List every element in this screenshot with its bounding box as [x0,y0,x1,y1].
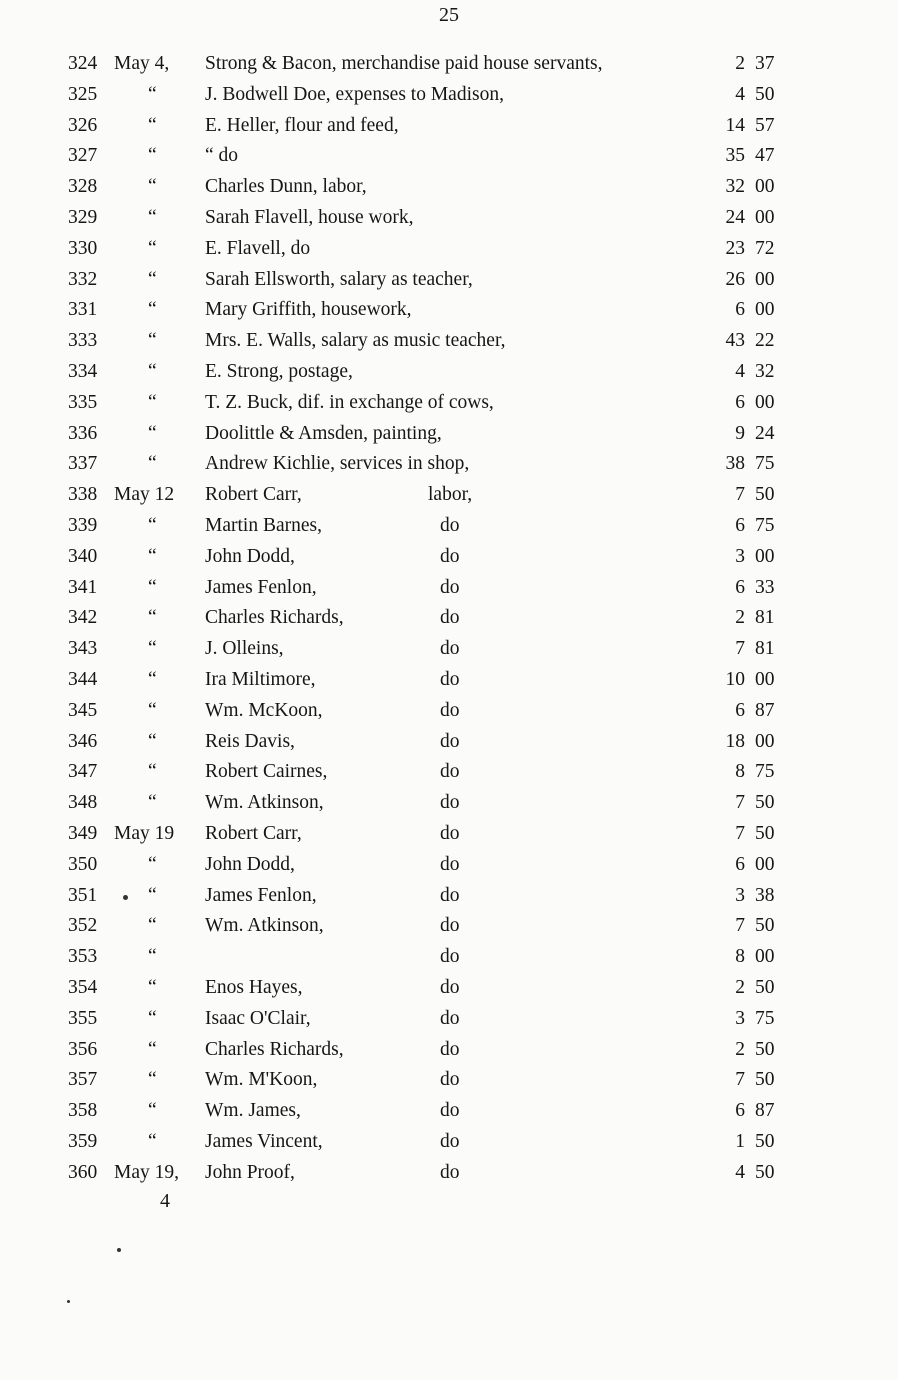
entry-cents: 00 [755,206,775,228]
ledger-row [0,1127,898,1158]
entry-date: “ [148,360,157,382]
entry-number: 354 [68,976,98,998]
entry-number: 344 [68,668,98,690]
entry-payee: Reis Davis, [205,730,295,752]
page-number: 25 [439,4,459,26]
entry-number: 357 [68,1069,98,1091]
ledger-row [0,757,898,788]
ledger-row [0,542,898,573]
print-speck [67,1300,70,1303]
ledger-row [0,881,898,912]
entry-payee: Mary Griffith, housework, [205,299,412,321]
entry-cents: 75 [755,1007,775,1029]
entry-dollars: 6 [735,391,745,413]
entry-date: “ [148,730,157,752]
entry-cents: 32 [755,360,775,382]
entry-date: May 19, [114,1161,179,1183]
entry-date: “ [148,268,157,290]
entry-number: 355 [68,1007,98,1029]
entry-cents: 50 [755,792,775,814]
entry-dollars: 8 [735,761,745,783]
entry-number: 341 [68,576,98,598]
entry-dollars: 7 [735,1069,745,1091]
entry-number: 336 [68,422,98,444]
entry-dollars: 2 [735,607,745,629]
entry-dollars: 3 [735,545,745,567]
entry-number: 356 [68,1038,98,1060]
entry-number: 324 [68,53,98,74]
entry-date: “ [148,699,157,721]
entry-cents: 72 [755,237,775,259]
entry-payee: Wm. James, [205,1100,301,1122]
entry-payee: Sarah Flavell, house work, [205,206,414,228]
entry-description: do [440,638,460,660]
print-speck [117,1248,121,1252]
entry-date: “ [148,514,157,536]
entry-payee: Wm. McKoon, [205,699,323,721]
entry-dollars: 10 [725,668,745,690]
entry-number: 349 [68,822,98,844]
entry-cents: 24 [755,422,775,444]
entry-dollars: 23 [725,237,745,259]
entry-description: labor, [428,484,473,506]
entry-dollars: 6 [735,299,745,321]
entry-cents: 37 [755,53,775,74]
ledger-row [0,80,898,111]
entry-number: 339 [68,514,98,536]
ledger-row [0,1004,898,1035]
ledger-row [0,203,898,234]
entry-description: do [440,1100,460,1122]
ledger-row [0,727,898,758]
entry-description: do [440,976,460,998]
entry-description: do [440,1130,460,1152]
entry-payee: Robert Cairnes, [205,761,328,783]
entry-date: May 19 [114,822,175,844]
signature-mark: 4 [160,1190,170,1212]
entry-dollars: 6 [735,699,745,721]
entry-date: “ [148,607,157,629]
entry-payee: Charles Dunn, labor, [205,176,367,198]
entry-date: “ [148,330,157,352]
entry-number: 358 [68,1100,98,1122]
entry-date: “ [148,206,157,228]
entry-dollars: 3 [735,1007,745,1029]
ledger-row [0,141,898,172]
entry-dollars: 8 [735,946,745,968]
ledger-row [0,1158,898,1189]
entry-dollars: 9 [735,422,745,444]
ledger-row [0,511,898,542]
ledger-row [0,172,898,203]
entry-cents: 87 [755,699,775,721]
entry-dollars: 6 [735,1100,745,1122]
entry-payee: J. Bodwell Doe, expenses to Madison, [205,83,504,105]
entry-dollars: 6 [735,514,745,536]
entry-number: 347 [68,761,98,783]
entry-description: do [440,514,460,536]
entry-description: do [440,668,460,690]
entry-payee: J. Olleins, [205,638,284,660]
entry-date: “ [148,114,157,136]
entry-number: 343 [68,638,98,660]
entry-date: “ [148,761,157,783]
ledger-row [0,603,898,634]
entry-number: 330 [68,237,98,259]
ledger-row [0,265,898,296]
entry-description: do [440,853,460,875]
entry-description: do [440,545,460,567]
ledger-row [0,234,898,265]
entry-payee: E. Heller, flour and feed, [205,114,399,136]
ledger-row [0,480,898,511]
entry-cents: 00 [755,946,775,968]
ledger-row [0,665,898,696]
entry-date: “ [148,1007,157,1029]
entry-dollars: 1 [735,1130,745,1152]
ledger-row [0,850,898,881]
entry-number: 360 [68,1161,98,1183]
entry-cents: 50 [755,1069,775,1091]
entry-cents: 00 [755,299,775,321]
ledger-row [0,634,898,665]
entry-date: “ [148,83,157,105]
entry-number: 359 [68,1130,98,1152]
entry-dollars: 6 [735,576,745,598]
entry-dollars: 35 [725,145,745,167]
ledger-row [0,111,898,142]
entry-payee: James Vincent, [205,1130,323,1152]
entry-date: “ [148,946,157,968]
entry-date: “ [148,299,157,321]
entry-payee: Wm. M'Koon, [205,1069,318,1091]
entry-number: 327 [68,145,98,167]
entry-payee: Martin Barnes, [205,514,322,536]
entry-dollars: 7 [735,484,745,506]
entry-dollars: 43 [725,330,745,352]
entry-cents: 22 [755,330,775,352]
entry-date: “ [148,422,157,444]
entry-cents: 00 [755,730,775,752]
entry-dollars: 6 [735,853,745,875]
entry-dollars: 7 [735,822,745,844]
entry-payee: Charles Richards, [205,1038,344,1060]
entry-cents: 50 [755,1161,775,1183]
entry-cents: 38 [755,884,775,906]
entry-cents: 50 [755,484,775,506]
entry-date: “ [148,176,157,198]
ledger-row [0,788,898,819]
entry-number: 342 [68,607,98,629]
entry-number: 331 [68,299,98,321]
entry-cents: 50 [755,1130,775,1152]
entry-description: do [440,915,460,937]
entry-payee: E. Flavell, do [205,237,311,259]
entry-description: do [440,1007,460,1029]
entry-payee: Ira Miltimore, [205,668,316,690]
entry-dollars: 7 [735,638,745,660]
entry-dollars: 2 [735,53,745,74]
entry-payee: James Fenlon, [205,576,317,598]
ledger-row [0,326,898,357]
ledger-row [0,295,898,326]
entry-dollars: 38 [725,453,745,475]
entry-description: do [440,822,460,844]
entry-description: do [440,1161,460,1183]
ledger-row [0,49,898,80]
entry-dollars: 7 [735,915,745,937]
entry-payee: T. Z. Buck, dif. in exchange of cows, [205,391,494,413]
entry-date: “ [148,576,157,598]
entry-cents: 47 [755,145,775,167]
entry-payee: Strong & Bacon, merchandise paid house servants, [205,53,603,74]
entry-payee: John Proof, [205,1161,295,1183]
entry-description: do [440,1038,460,1060]
entry-date: “ [148,545,157,567]
entry-number: 338 [68,484,98,506]
entry-cents: 50 [755,822,775,844]
entry-payee: E. Strong, postage, [205,360,353,382]
entry-cents: 50 [755,915,775,937]
entry-date: “ [148,853,157,875]
entry-dollars: 2 [735,1038,745,1060]
entry-cents: 00 [755,545,775,567]
entry-number: 334 [68,360,98,382]
entry-number: 326 [68,114,98,136]
entry-number: 346 [68,730,98,752]
entry-date: “ [148,145,157,167]
entry-description: do [440,946,460,968]
entry-dollars: 24 [725,206,745,228]
entry-payee: Andrew Kichlie, services in shop, [205,453,470,475]
entry-cents: 87 [755,1100,775,1122]
entry-date: “ [148,391,157,413]
entry-date: “ [148,638,157,660]
entry-description: do [440,792,460,814]
entry-cents: 33 [755,576,775,598]
entry-cents: 00 [755,668,775,690]
entry-payee: Wm. Atkinson, [205,915,324,937]
entry-cents: 00 [755,268,775,290]
entry-cents: 50 [755,1038,775,1060]
ledger-row [0,1035,898,1066]
entry-payee: Charles Richards, [205,607,344,629]
entry-cents: 57 [755,114,775,136]
entry-payee: Isaac O'Clair, [205,1007,311,1029]
entry-number: 345 [68,699,98,721]
entry-dollars: 26 [725,268,745,290]
entry-number: 328 [68,176,98,198]
entry-dollars: 4 [735,360,745,382]
entry-date: “ [148,1069,157,1091]
entry-description: do [440,884,460,906]
entry-number: 337 [68,453,98,475]
ledger-row [0,419,898,450]
entry-dollars: 4 [735,1161,745,1183]
entry-number: 352 [68,915,98,937]
entry-date: “ [148,1038,157,1060]
entry-description: do [440,761,460,783]
entry-cents: 75 [755,453,775,475]
entry-payee: Enos Hayes, [205,976,303,998]
entry-payee: Robert Carr, [205,822,302,844]
entry-description: do [440,699,460,721]
entry-cents: 75 [755,761,775,783]
entry-date: “ [148,915,157,937]
entry-number: 350 [68,853,98,875]
ledger-row [0,911,898,942]
entry-number: 353 [68,946,98,968]
entry-number: 335 [68,391,98,413]
entry-cents: 50 [755,83,775,105]
ledger-table [0,49,898,1188]
entry-dollars: 3 [735,884,745,906]
entry-date: “ [148,1100,157,1122]
ledger-row [0,1096,898,1127]
ledger-row [0,819,898,850]
entry-description: do [440,607,460,629]
entry-cents: 00 [755,391,775,413]
entry-cents: 75 [755,514,775,536]
entry-description: do [440,1069,460,1091]
entry-dollars: 18 [725,730,745,752]
entry-date: “ [148,1130,157,1152]
entry-cents: 00 [755,853,775,875]
entry-number: 340 [68,545,98,567]
ledger-row [0,973,898,1004]
entry-number: 348 [68,792,98,814]
ledger-row [0,449,898,480]
entry-payee: John Dodd, [205,853,295,875]
entry-payee: Sarah Ellsworth, salary as teacher, [205,268,473,290]
entry-dollars: 32 [725,176,745,198]
entry-date: “ [148,453,157,475]
entry-payee: James Fenlon, [205,884,317,906]
entry-date: “ [148,792,157,814]
entry-payee: Wm. Atkinson, [205,792,324,814]
entry-payee: Doolittle & Amsden, painting, [205,422,442,444]
entry-dollars: 4 [735,83,745,105]
entry-number: 332 [68,268,98,290]
entry-date: May 12 [114,484,175,506]
entry-dollars: 2 [735,976,745,998]
entry-cents: 81 [755,607,775,629]
ledger-row [0,942,898,973]
entry-payee: “ do [205,145,239,167]
entry-description: do [440,730,460,752]
entry-date: “ [148,237,157,259]
entry-number: 333 [68,330,98,352]
entry-dollars: 14 [725,114,745,136]
ledger-row [0,357,898,388]
entry-number: 329 [68,206,98,228]
entry-description: do [440,576,460,598]
entry-cents: 81 [755,638,775,660]
entry-dollars: 7 [735,792,745,814]
entry-payee: Mrs. E. Walls, salary as music teacher, [205,330,506,352]
entry-date: “ [148,884,157,906]
entry-number: 351 [68,884,98,906]
print-speck [123,895,128,900]
entry-payee: Robert Carr, [205,484,302,506]
entry-cents: 00 [755,176,775,198]
ledger-row [0,1065,898,1096]
ledger-row [0,573,898,604]
ledger-row [0,388,898,419]
entry-number: 325 [68,83,98,105]
entry-payee: John Dodd, [205,545,295,567]
entry-date: “ [148,668,157,690]
entry-cents: 50 [755,976,775,998]
entry-date: “ [148,976,157,998]
entry-date: May 4, [114,53,170,74]
ledger-row [0,696,898,727]
